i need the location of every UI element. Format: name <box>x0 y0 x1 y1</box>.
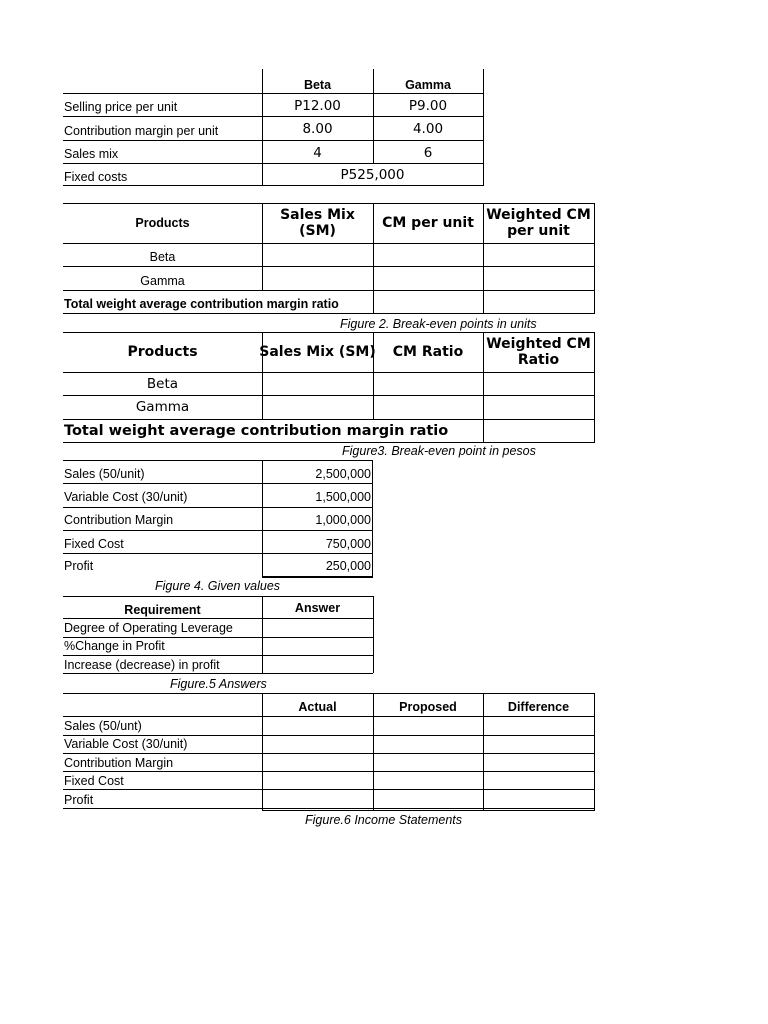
row-product: Gamma <box>135 399 190 415</box>
cell-value: 250,000 <box>325 559 371 573</box>
cell-value: 4 <box>313 145 322 161</box>
cell-value: 6 <box>423 145 433 161</box>
cell-value: 750,000 <box>325 537 371 551</box>
row-label: Profit <box>64 793 94 807</box>
caption: Figure.5 Answers <box>170 677 267 691</box>
row-product: Beta <box>146 376 179 392</box>
row-label: Fixed costs <box>64 170 128 184</box>
row-label: Contribution margin per unit <box>64 124 219 138</box>
header-actual: Actual <box>298 700 337 714</box>
row-label: Sales mix <box>64 147 119 161</box>
row-label: Increase (decrease) in profit <box>64 658 220 672</box>
row-product: Gamma <box>140 274 185 288</box>
header-difference: Difference <box>507 700 570 714</box>
header-weighted-cm: Weighted CM per unit <box>486 207 591 239</box>
row-label: Degree of Operating Leverage <box>64 621 233 635</box>
header-requirement: Requirement <box>124 603 201 617</box>
cell-value: 1,000,000 <box>315 513 371 527</box>
header-cm-per-unit: CM per unit <box>382 215 474 231</box>
cell-value: P12.00 <box>294 98 341 114</box>
row-label: Contribution Margin <box>64 756 174 770</box>
row-label: %Change in Profit <box>64 639 165 653</box>
row-label: Variable Cost (30/unit) <box>64 490 188 504</box>
row-label: Contribution Margin <box>64 513 174 527</box>
header-proposed: Proposed <box>399 700 457 714</box>
header-sales-mix: Sales Mix (SM) <box>280 207 355 239</box>
cell-value: 1,500,000 <box>315 490 371 504</box>
header-sales-mix: Sales Mix (SM) <box>259 344 376 360</box>
row-label: Selling price per unit <box>64 100 178 114</box>
caption: Figure3. Break-even point in pesos <box>342 444 536 458</box>
header-gamma: Gamma <box>405 78 451 92</box>
row-label: Fixed Cost <box>64 537 124 551</box>
cell-value: P9.00 <box>408 98 448 114</box>
total-label: Total weight average contribution margin ratio <box>64 297 339 311</box>
cell-value: 8.00 <box>302 121 333 137</box>
row-label: Sales (50/unt) <box>64 719 142 733</box>
header-beta: Beta <box>303 78 332 92</box>
header-products: Products <box>127 344 198 360</box>
header-weighted-cm-ratio: Weighted CM Ratio <box>486 336 591 368</box>
row-label: Profit <box>64 559 94 573</box>
header-cm-ratio: CM Ratio <box>392 344 464 360</box>
cell-value: 2,500,000 <box>315 467 371 481</box>
header-answer: Answer <box>294 601 341 615</box>
cell-value: 4.00 <box>412 121 444 137</box>
caption: Figure 4. Given values <box>155 579 281 593</box>
caption: Figure 2. Break-even points in units <box>340 317 537 331</box>
total-label: Total weight average contribution margin ratio <box>64 423 449 439</box>
row-label: Fixed Cost <box>64 774 124 788</box>
cell-value-merged: P525,000 <box>340 167 405 183</box>
header-products: Products <box>135 216 190 230</box>
row-label: Sales (50/unit) <box>64 467 145 481</box>
row-product: Beta <box>149 250 176 264</box>
row-label: Variable Cost (30/unit) <box>64 737 188 751</box>
caption: Figure.6 Income Statements <box>305 813 463 827</box>
